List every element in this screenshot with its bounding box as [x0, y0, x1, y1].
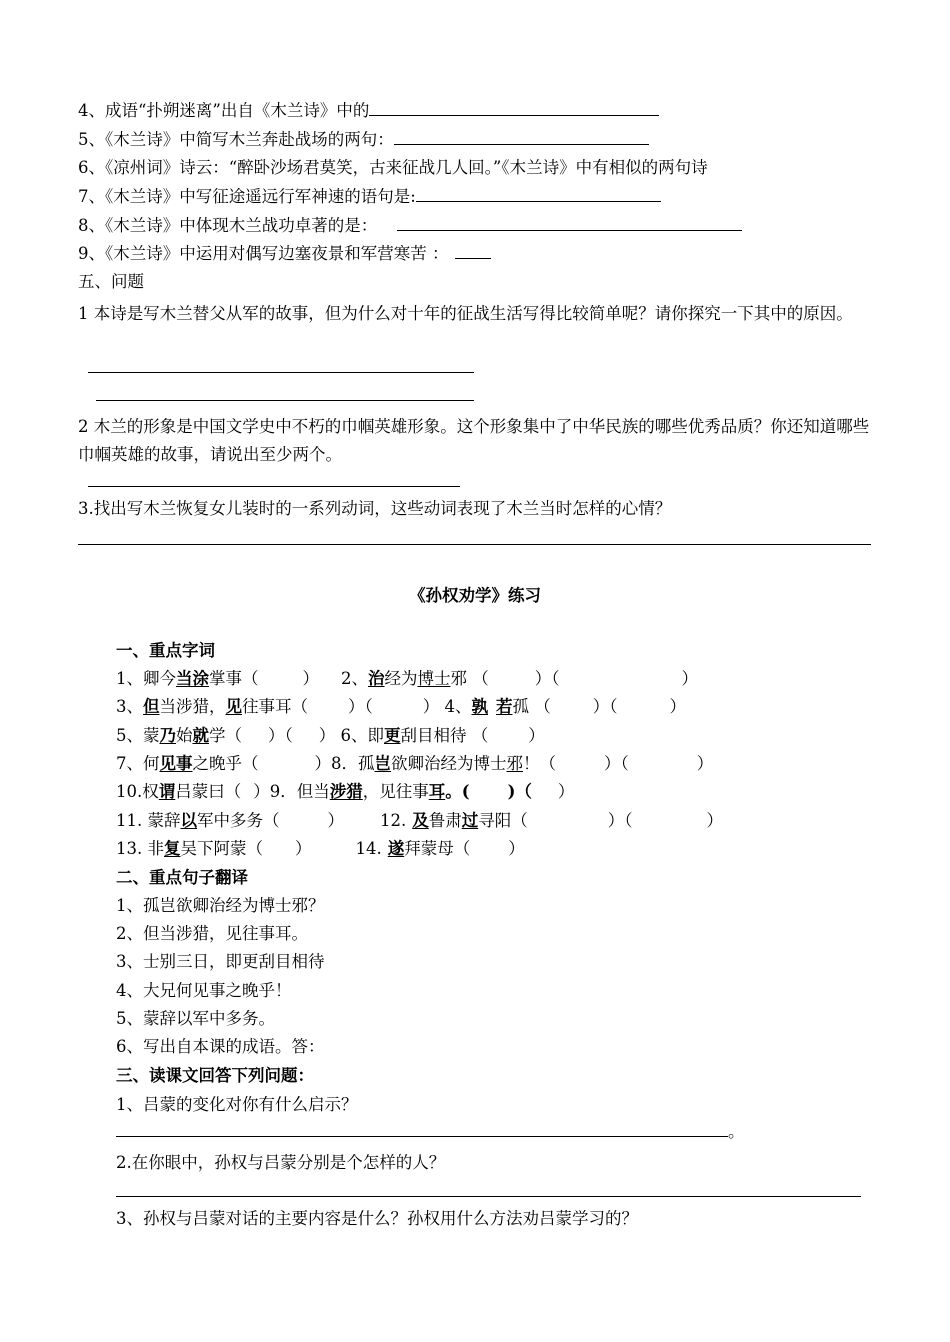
answer-line[interactable]: [88, 486, 460, 487]
reading-question-2: 2.在你眼中，孙权与吕蒙分别是个怎样的人？: [116, 1153, 446, 1172]
answer-line[interactable]: [96, 400, 474, 401]
answer-blank[interactable]: [116, 1121, 728, 1137]
section-reading-heading: 三、读课文回答下列问题：: [116, 1066, 314, 1085]
idiom-question: 6、写出自本课的成语。答：: [116, 1037, 325, 1056]
reading-answer-1: 。: [116, 1121, 745, 1143]
reading-question-3: 3、孙权与吕蒙对话的主要内容是什么？孙权用什么方法劝吕蒙学习的？: [116, 1209, 638, 1228]
word-row-5: 10.权谓吕蒙曰（ ）9．但当涉猎，见往事耳。( )（ ）: [116, 782, 575, 801]
translation-5: 5、蒙辞以军中多务。: [116, 1009, 275, 1028]
answer-line[interactable]: [116, 1196, 861, 1197]
translation-2: 2、但当涉猎，见往事耳。: [116, 924, 308, 943]
question-4-text: 4、成语“扑朔迷离”出自《木兰诗》中的: [78, 101, 370, 120]
reading-question-1: 1、吕蒙的变化对你有什么启示？: [116, 1095, 358, 1114]
question-6: [78, 157, 708, 179]
question-9-text: 9、《木兰诗》中运用对偶写边塞夜景和军营寒苦 ：: [78, 244, 449, 263]
answer-blank[interactable]: [394, 129, 649, 145]
section-divider: [78, 544, 871, 545]
problem-1: 1 本诗是写木兰替父从军的故事，但为什么对十年的征战生活写得比较简单呢？请你探究一下其中的原因。: [78, 304, 853, 323]
answer-line[interactable]: [88, 372, 474, 373]
question-7-text: 7、《木兰诗》中写征途遥远行军神速的语句是:: [78, 187, 416, 206]
word-row-7: 13. 非复吴下阿蒙（ ） 14. 遂拜蒙母（ ）: [116, 839, 525, 858]
word-row-3: 5、蒙乃始就学（ ）（ ） 6、即更刮目相待 （ ）: [116, 726, 545, 745]
word-row-4: 7、何见事之晚乎（ ）8．孤岂欲卿治经为博士邪！（ ）（ ）: [116, 754, 714, 773]
section-five-heading: 五、问题: [78, 272, 144, 291]
question-8: [78, 215, 742, 237]
section-translation-heading: 二、重点句子翻译: [116, 868, 248, 887]
answer-blank[interactable]: [455, 243, 491, 259]
problem-3: 3.找出写木兰恢复女儿装时的一系列动词，这些动词表现了木兰当时怎样的心情？: [78, 499, 672, 518]
question-4: [78, 100, 659, 122]
answer-blank[interactable]: [397, 215, 742, 231]
problem-2: 2 木兰的形象是中国文学史中不朽的巾帼英雄形象。这个形象集中了中华民族的哪些优秀品质？你还知道哪些巾帼英雄的故事，请说出至少两个。: [78, 417, 870, 464]
translation-3: 3、士别三日，即更刮目相待: [116, 952, 325, 971]
exercise-title: 《孙权劝学》练习: [409, 586, 541, 605]
question-9: [78, 243, 491, 265]
answer-blank[interactable]: [416, 186, 661, 202]
word-row-1: 1、卿今当涂掌事（ ） 2、治经为博士邪 （ ）（ ）: [116, 669, 698, 688]
section-key-words-heading: 一、重点字词: [116, 641, 215, 660]
translation-4: 4、大兄何见事之晚乎！: [116, 981, 292, 1000]
question-7: [78, 186, 661, 208]
word-row-2: 3、但当涉猎，见往事耳（ ）（ ） 4、孰 若孤 （ ）（ ）: [116, 697, 686, 716]
answer-blank[interactable]: [369, 100, 659, 116]
word-row-6: 11. 蒙辞以军中多务（ ） 12. 及鲁肃过寻阳（ ）（ ）: [116, 811, 723, 830]
question-5-text: 5、《木兰诗》中简写木兰奔赴战场的两句：: [78, 130, 394, 149]
question-5: [78, 129, 649, 151]
question-6-text: 6、《凉州词》诗云：“醉卧沙场君莫笑，古来征战几人回。”《木兰诗》中有相似的两句诗: [78, 158, 708, 177]
translation-1: 1、孤岂欲卿治经为博士邪？: [116, 896, 325, 915]
question-8-text: 8、《木兰诗》中体现木兰战功卓著的是：: [78, 216, 378, 235]
